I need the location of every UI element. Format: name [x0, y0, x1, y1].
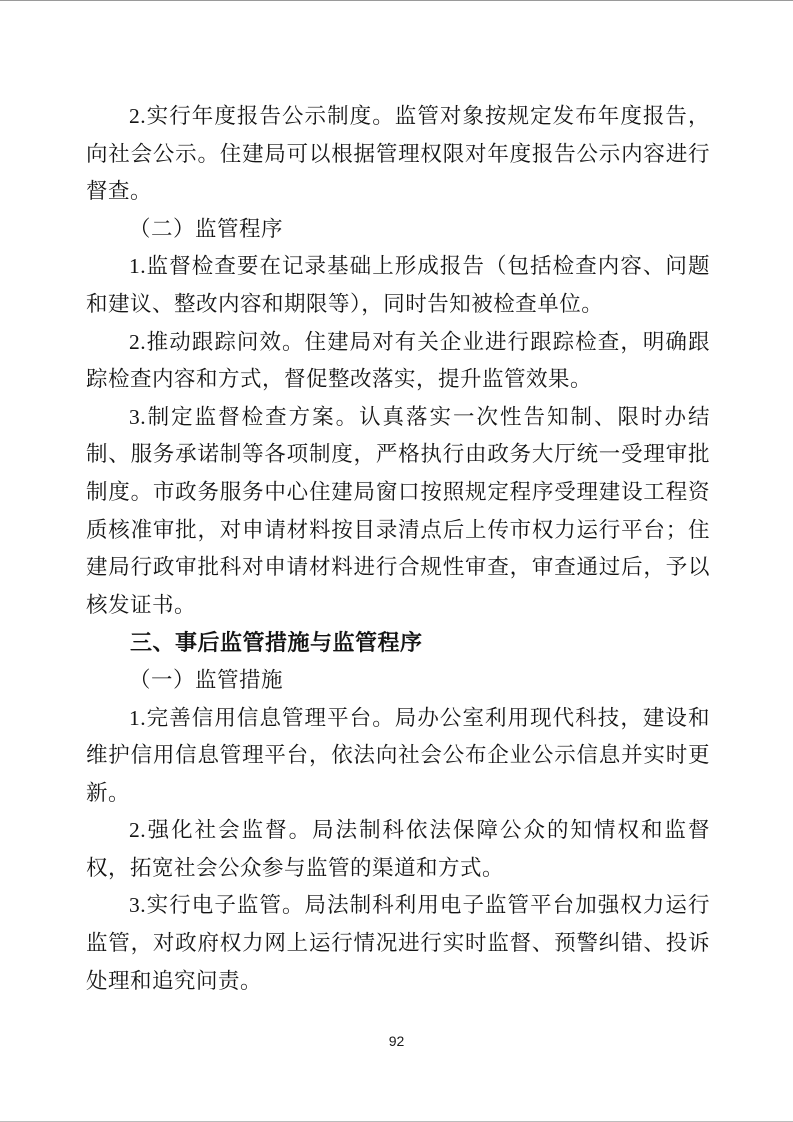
page-top-edge: [0, 0, 793, 1]
sub-heading-supervision-measures: （一）监管措施: [129, 667, 284, 692]
paragraph-social-supervision: 2.强化社会监督。局法制科依法保障公众的知情权和监督权，拓宽社会公众参与监管的渠道和方式。: [86, 818, 710, 880]
document-body: [86, 98, 710, 1000]
paragraph-inspection-plan: 3.制定监督检查方案。认真落实一次性告知制、限时办结制、服务承诺制等各项制度，严格执行由政务大厅统一受理审批制度。市政务服务中心住建局窗口按照规定程序受理建设工程资质核准审批，对申请材料按目录清点后上传市权力运行平台；住建局行政审批科对申请材料进行合规性审查，审查通过后，予以核发证书。: [86, 404, 710, 617]
paragraph-credit-platform: 1.完善信用信息管理平台。局办公室利用现代科技，建设和维护信用信息管理平台，依法向社会公布企业公示信息并实时更新。: [86, 705, 710, 805]
page-number: 92: [388, 1033, 405, 1049]
paragraph-inspection-report: 1.监督检查要在记录基础上形成报告（包括检查内容、问题和建议、整改内容和期限等），同时告知被检查单位。: [86, 254, 710, 316]
sub-heading-supervision-procedure: （二）监管程序: [129, 216, 284, 241]
paragraph-electronic-supervision: 3.实行电子监管。局法制科利用电子监管平台加强权力运行监管，对政府权力网上运行情况进行实时监督、预警纠错、投诉处理和追究问责。: [86, 893, 710, 993]
paragraph-follow-up-inspection: 2.推动跟踪问效。住建局对有关企业进行跟踪检查，明确跟踪检查内容和方式，督促整改落实，提升监管效果。: [86, 329, 710, 392]
paragraph-annual-report: 2.实行年度报告公示制度。监管对象按规定发布年度报告，向社会公示。住建局可以根据管理权限对年度报告公示内容进行督查。: [86, 104, 710, 204]
heading-post-supervision: 三、事后监管措施与监管程序: [130, 630, 423, 656]
